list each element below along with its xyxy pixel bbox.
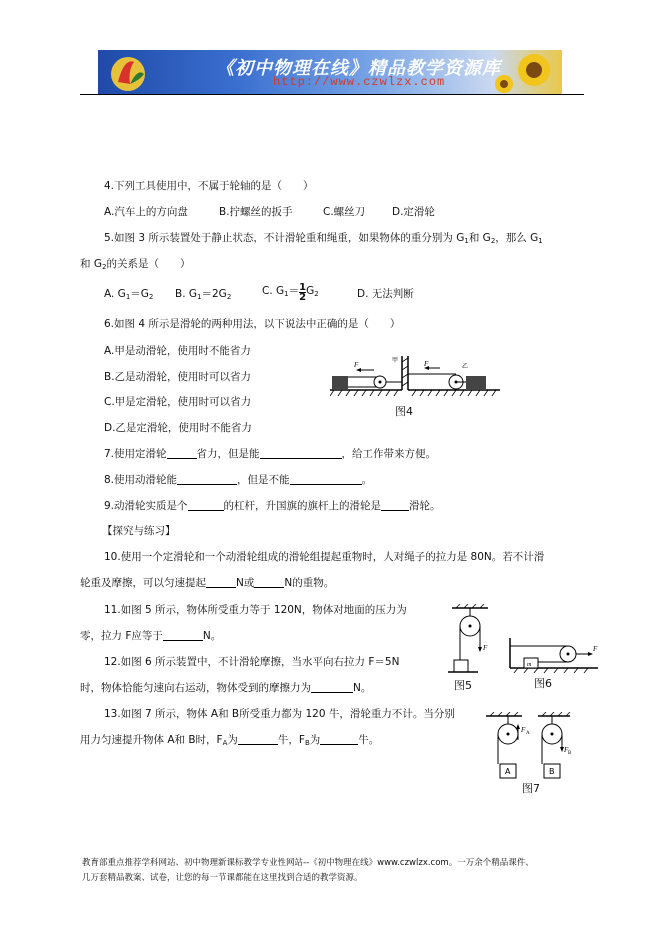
svg-text:A: A: [505, 767, 511, 776]
block-left: [332, 376, 348, 390]
header-banner: [98, 50, 562, 94]
q6-option-b: B.乙是动滑轮，使用时可以省力: [104, 371, 252, 383]
header-url[interactable]: http://www.czwlzx.com: [273, 75, 446, 89]
svg-text:甲: 甲: [392, 357, 399, 364]
q5-option-d: D. 无法判断: [357, 288, 414, 300]
q10-blank-2[interactable]: [254, 576, 284, 588]
q8-blank-2[interactable]: [290, 473, 362, 485]
header-rule: [80, 94, 584, 95]
q11-line1: 11.如图 5 所示，物体所受重力等于 120N，物体对地面的压力为: [104, 604, 407, 616]
q6-option-c: C.甲是定滑轮，使用时可以省力: [104, 396, 252, 408]
q9-blank-1[interactable]: [188, 499, 224, 511]
q9-blank-2[interactable]: [381, 499, 409, 511]
q6-option-d: D.乙是定滑轮，使用时不能省力: [104, 422, 252, 434]
q12-blank[interactable]: [311, 681, 353, 693]
figure-6: [506, 634, 602, 674]
q6-option-a: A.甲是动滑轮，使用时不能省力: [104, 345, 251, 357]
figure-6-caption: 图6: [534, 677, 552, 690]
svg-text:B: B: [568, 751, 572, 756]
figure-4: [330, 352, 500, 422]
figure-7-caption: 图7: [522, 782, 540, 795]
q7-blank-2[interactable]: [260, 447, 342, 459]
q12-line2: 时，物体恰能匀速向右运动，物体受到的摩擦力为 N。: [80, 682, 372, 694]
q8: 8.使用动滑轮能 ，但是不能 。: [104, 474, 373, 486]
fraction-half: $\frac{1}{2}$: [299, 282, 307, 303]
q7-blank-1[interactable]: [167, 447, 197, 459]
q11-line2: 零，拉力 F应等于 N。: [80, 630, 222, 642]
svg-text:F: F: [424, 360, 429, 368]
svg-text:F: F: [483, 644, 488, 652]
q4-stem: 4.下列工具使用中，不属于轮轴的是（ ）: [104, 180, 314, 192]
q13-line1: 13.如图 7 所示，物体 A和 B所受重力都为 120 牛，滑轮重力不计。当分别: [104, 708, 455, 720]
figure-7: [482, 712, 572, 782]
q12-line1: 12.如图 6 所示装置中，不计滑轮摩擦，当水平向右拉力 F＝5N: [104, 656, 400, 668]
svg-text:F: F: [593, 645, 598, 653]
footer-line2: 几万套精品教案、试卷，让您的每一节课都能在这里找到合适的教学资源。: [82, 873, 363, 883]
svg-text:F: F: [354, 361, 359, 369]
q8-blank-1[interactable]: [177, 473, 237, 485]
q13-blank-b[interactable]: [320, 733, 358, 745]
svg-text:m: m: [527, 662, 532, 668]
q4-option-c: C.螺丝刀: [323, 206, 366, 218]
svg-text:F: F: [521, 726, 526, 734]
q5-line2: 和 $G_2$的关系是（ ）: [80, 258, 191, 271]
q13-line2: 用力匀速提升物体 A和 B时，$F_A$为 牛，$F_B$为 牛。: [80, 734, 380, 747]
q10-line1: 10.使用一个定滑轮和一个动滑轮组成的滑轮组提起重物时，人对绳子的拉力是 80N。若不计滑: [104, 551, 545, 563]
figure-5-caption: 图5: [454, 679, 472, 692]
svg-text:B: B: [549, 767, 555, 776]
svg-text:乙: 乙: [462, 363, 469, 370]
q4-option-b: B.拧螺丝的扳手: [219, 206, 293, 218]
figure-4-caption: 图4: [395, 405, 413, 418]
q4-option-d: D.定滑轮: [392, 206, 435, 218]
q11-blank[interactable]: [163, 629, 203, 641]
footer-line1: 教育部重点推荐学科网站、初中物理新课标教学专业性网站--《初中物理在线》www.czwlzx.com。一万余个精品课件、: [82, 858, 534, 868]
figure-5: [448, 604, 492, 676]
q6-stem: 6.如图 4 所示是滑轮的两种用法，以下说法中正确的是（ ）: [104, 318, 401, 330]
q5-option-c: C. $G_1=$ $\frac{1}{2}$ $G_2$: [262, 282, 319, 303]
svg-text:A: A: [526, 731, 530, 736]
q10-blank-1[interactable]: [206, 576, 236, 588]
svg-text:F: F: [564, 746, 569, 754]
block-right: [466, 376, 486, 390]
logo-icon: [104, 52, 154, 92]
q5-option-b: B. $G_1=2G_2$: [175, 288, 232, 301]
q5-line1: 5.如图 3 所示装置处于静止状态，不计滑轮重和绳重，如果物体的重分别为 $G_1$和 $G_2$，那么 $G_1$: [104, 232, 543, 245]
q5-option-a: A. $G_1=G_2$: [104, 288, 154, 301]
section-heading: 【探究与练习】: [102, 525, 176, 537]
q4-option-a: A.汽车上的方向盘: [104, 206, 188, 218]
q13-blank-a[interactable]: [238, 733, 278, 745]
q9: 9.动滑轮实质是个 的杠杆，升国旗的旗杆上的滑轮是 滑轮。: [104, 500, 441, 512]
q7: 7.使用定滑轮 省力，但是能 ，给工作带来方便。: [104, 448, 437, 460]
header-title: 《初中物理在线》精品教学资源库: [216, 58, 501, 79]
q10-line2: 轮重及摩擦，可以匀速提起 N或 N的重物。: [80, 577, 335, 589]
